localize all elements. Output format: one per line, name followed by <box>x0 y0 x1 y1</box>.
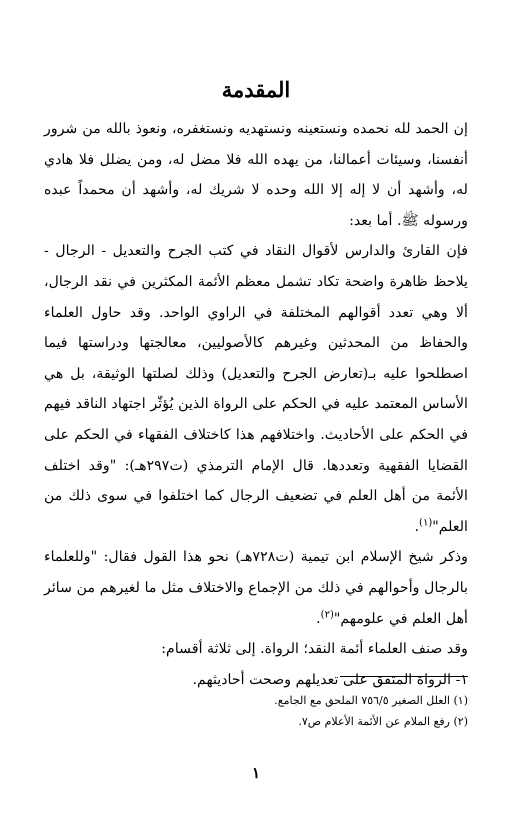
footnote-ref-2: (٢) <box>320 608 334 620</box>
page-number: ١ <box>251 764 261 782</box>
footnote-1: (١) العلل الصغير ٧٥٦/٥ الملحق مع الجامع. <box>274 694 468 707</box>
paragraph-categories: وقد صنف العلماء أئمة النقد؛ الرواة. إلى ثلاثة أقسام: <box>161 641 468 658</box>
paragraph-opening-text: إن الحمد لله نحمده ونستعينه ونستهديه ونستغفره، ونعوذ بالله من شرور أنفسنا، وسيئات أعمالنا، من يهده الله فلا مضل له، ومن يضلل فلا هادي له، وأشهد أن لا إله إلا الله وحده لا شريك له، وأشهد أن محمداً عبده ورسوله ﷺ. أما بعد: <box>44 121 468 229</box>
paragraph-critics-text: فإن القارئ والدارس لأقوال النقاد في كتب الجرح والتعديل - الرجال - يلاحظ ظاهرة واضحة تكاد تشمل معظم الأئمة المكثرين في نقد الرجال، ألا وهي تعدد أقوالهم المختلفة في الراوي الواحد. وقد حاول العلماء والحفاظ من المحدثين وغيرهم كالأصوليين، معالجتها ودراستها فيما اصطلحوا عليه بـ(تعارض الجرح والتعديل) وذلك لصلتها الوثيقة، بل هي الأساس المعتمد عليه في الحكم على الرواة الذين يُؤثّر اجتهاد الناقد فيهم في الحكم على الأحاديث. واختلافهم هذا كاختلاف الفقهاء في الحكم على القضايا الفقهية وتعددها. قال الإمام الترمذي (ت٢٩٧هـ): "وقد اختلف الأئمة من أهل العلم في تضعيف الرجال كما اختلفوا في سوى ذلك من العلم" <box>44 243 468 535</box>
main-text <box>44 114 468 695</box>
paragraph-ibn-taymiyya: وذكر شيخ الإسلام ابن تيمية (ت٧٢٨هـ) نحو هذا القول فقال: "وللعلماء بالرجال وأحوالهم في ذلك من الإجماع والاختلاف مثل ما لغيرهم من سائر أهل العلم في علومهم"$^{(٢)}$. <box>44 549 468 627</box>
paragraph-critics: فإن القارئ والدارس لأقوال النقاد في كتب الجرح والتعديل - الرجال - يلاحظ ظاهرة واضحة تكاد تشمل معظم الأئمة المكثرين في نقد الرجال، ألا وهي تعدد أقوالهم المختلفة في الراوي الواحد. وقد حاول العلماء والحفاظ من المحدثين وغيرهم كالأصوليين، معالجتها ودراستها فيما اصطلحوا عليه بـ(تعارض الجرح والتعديل) وذلك لصلتها الوثيقة، بل هي الأساس المعتمد عليه في الحكم على الرواة الذين يُؤثّر اجتهاد الناقد فيهم في الحكم على الأحاديث. واختلافهم هذا كاختلاف الفقهاء في الحكم على القضايا الفقهية وتعددها. قال الإمام الترمذي (ت٢٩٧هـ): "وقد اختلف الأئمة من أهل العلم في تضعيف الرجال كما اختلفوا في سوى ذلك من العلم"$^{(١)}$. <box>44 243 468 535</box>
footnote-divider <box>340 676 468 677</box>
list-item: ١- الرواة المتفق على تعديلهم وصحت أحاديثهم. <box>192 671 468 688</box>
footnote-2: (٢) رفع الملام عن الأئمة الأعلام ص٧. <box>298 715 468 728</box>
footnote-ref-1: (١) <box>419 516 433 528</box>
page-title: المقدمة <box>221 77 291 102</box>
paragraph-opening <box>44 114 468 236</box>
footnotes <box>44 690 468 732</box>
paragraph-ibn-taymiyya-text: وذكر شيخ الإسلام ابن تيمية (ت٧٢٨هـ) نحو هذا القول فقال: "وللعلماء بالرجال وأحوالهم في ذلك من الإجماع والاختلاف مثل ما لغيرهم من سائر أهل العلم في علومهم" <box>44 549 468 627</box>
